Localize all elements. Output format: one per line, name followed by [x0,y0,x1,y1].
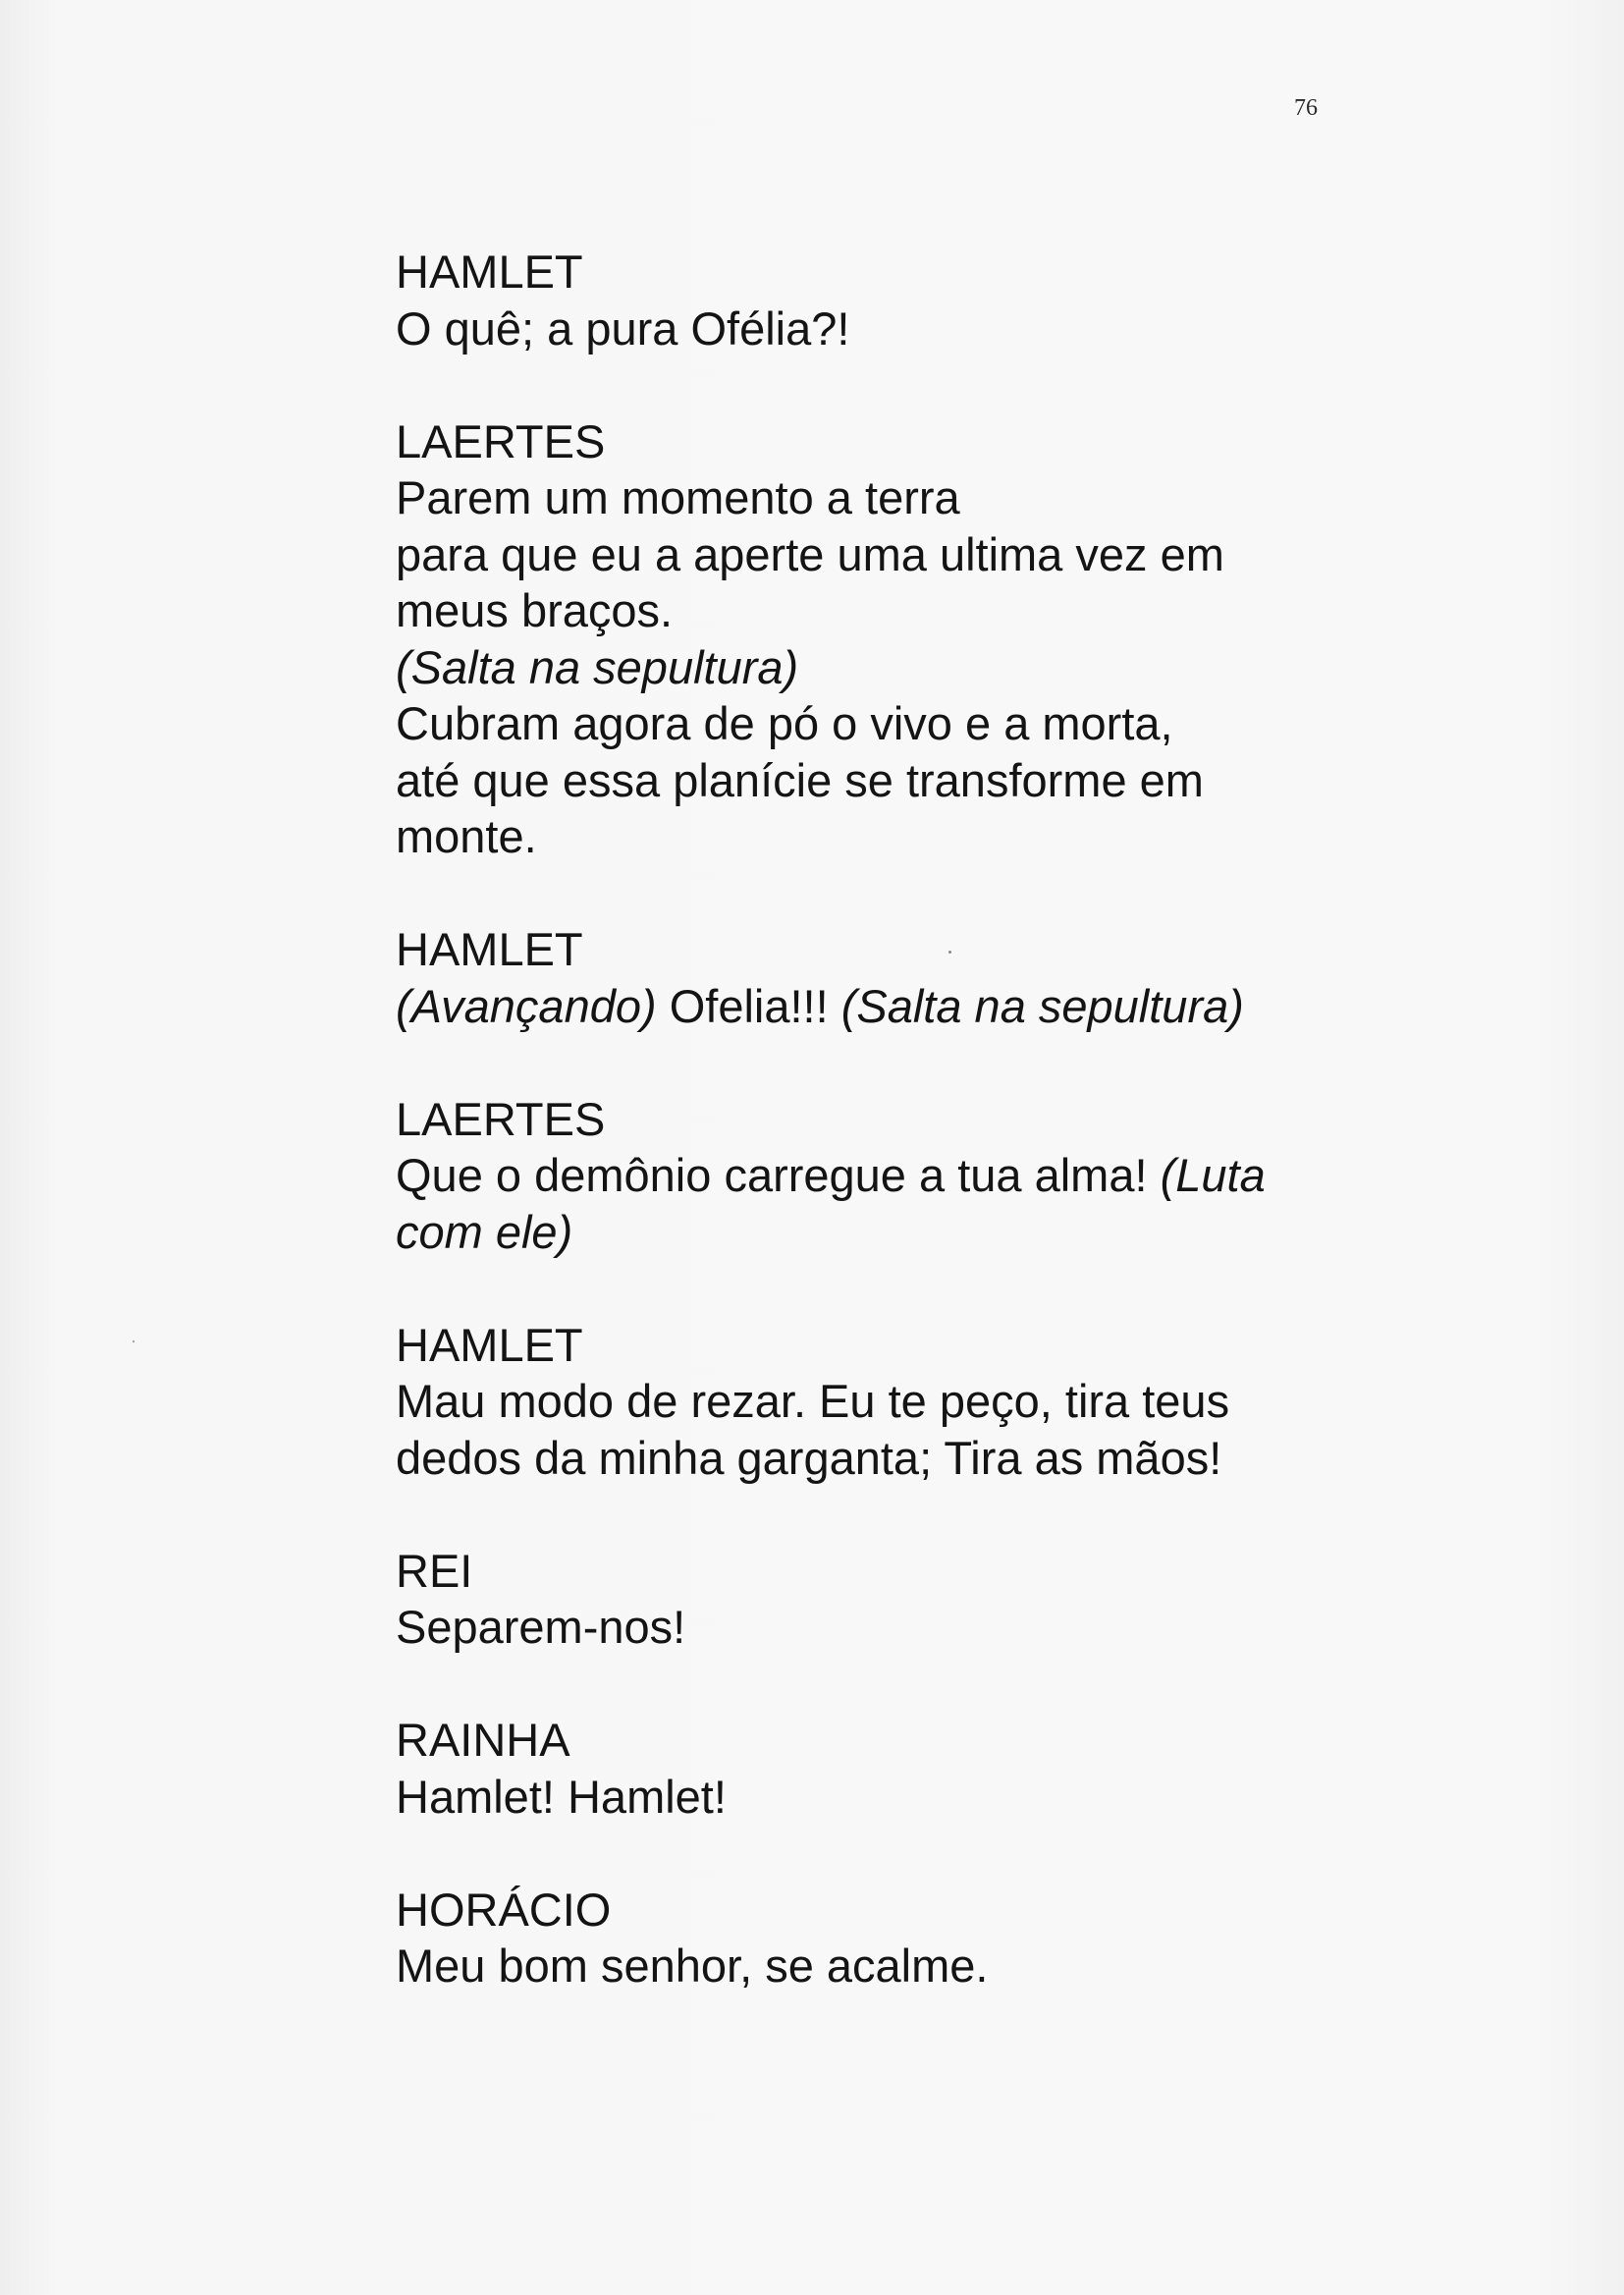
speaker-name: LAERTES [396,414,606,467]
speaker-name: HAMLET [396,923,583,975]
spoken-text: meus braços. [396,584,674,636]
speaker-name: HAMLET [396,246,583,298]
dialogue-block [396,1091,1338,1261]
dialogue-block [396,413,1338,865]
dialogue-line [396,1938,1338,1994]
dialogue-line [396,1599,1338,1656]
stage-direction: com ele) [396,1205,573,1258]
dialogue-block [396,1317,1338,1487]
stage-direction: (Luta [1160,1149,1266,1201]
speaker-name: HORÁCIO [396,1883,612,1936]
spoken-text: Separem-nos! [396,1601,686,1653]
spoken-text: Hamlet! Hamlet! [396,1770,727,1823]
play-script-text [396,244,1338,1994]
spoken-text: para que eu a aperte uma ultima vez em [396,527,1224,580]
dialogue-line [396,1204,1338,1261]
stage-direction: (Avançando) [396,979,657,1032]
scan-speck [133,1340,135,1342]
dialogue-line [396,639,1338,696]
page-number: 76 [1294,95,1318,121]
spoken-text: Meu bom senhor, se acalme. [396,1940,989,1992]
spoken-text: Cubram agora de pó o vivo e a morta, [396,697,1173,749]
speaker-name: LAERTES [396,1092,606,1145]
spoken-text: Ofelia!!! [656,979,841,1032]
dialogue-block [396,1712,1338,1825]
dialogue-line [396,1373,1338,1430]
dialogue-line [396,1430,1338,1487]
speaker-name: RAINHA [396,1714,570,1766]
stage-direction: (Salta na sepultura) [396,640,799,693]
spoken-text: Parem um momento a terra [396,471,960,523]
dialogue-line [396,582,1338,639]
spoken-text: monte. [396,810,537,862]
spoken-text: até que essa planície se transforme em [396,753,1204,806]
dialogue-line [396,1147,1338,1204]
dialogue-block [396,921,1338,1034]
scan-speck [948,951,951,954]
dialogue-line [396,301,1338,357]
speaker-name: REI [396,1544,473,1597]
dialogue-line [396,469,1338,526]
spoken-text: dedos da minha garganta; Tira as mãos! [396,1431,1222,1484]
dialogue-block [396,1882,1338,1994]
speaker-name: HAMLET [396,1318,583,1371]
stage-direction: (Salta na sepultura) [840,979,1244,1032]
dialogue-block [396,1543,1338,1656]
dialogue-line [396,695,1338,752]
dialogue-line [396,978,1338,1035]
dialogue-line [396,808,1338,865]
spoken-text: Mau modo de rezar. Eu te peço, tira teus [396,1375,1230,1427]
dialogue-block [396,244,1338,356]
dialogue-line [396,526,1338,583]
spoken-text: O quê; a pura Ofélia?! [396,301,850,355]
spoken-text: Que o demônio carregue a tua alma! [396,1149,1161,1201]
dialogue-line [396,752,1338,809]
dialogue-line [396,1769,1338,1826]
